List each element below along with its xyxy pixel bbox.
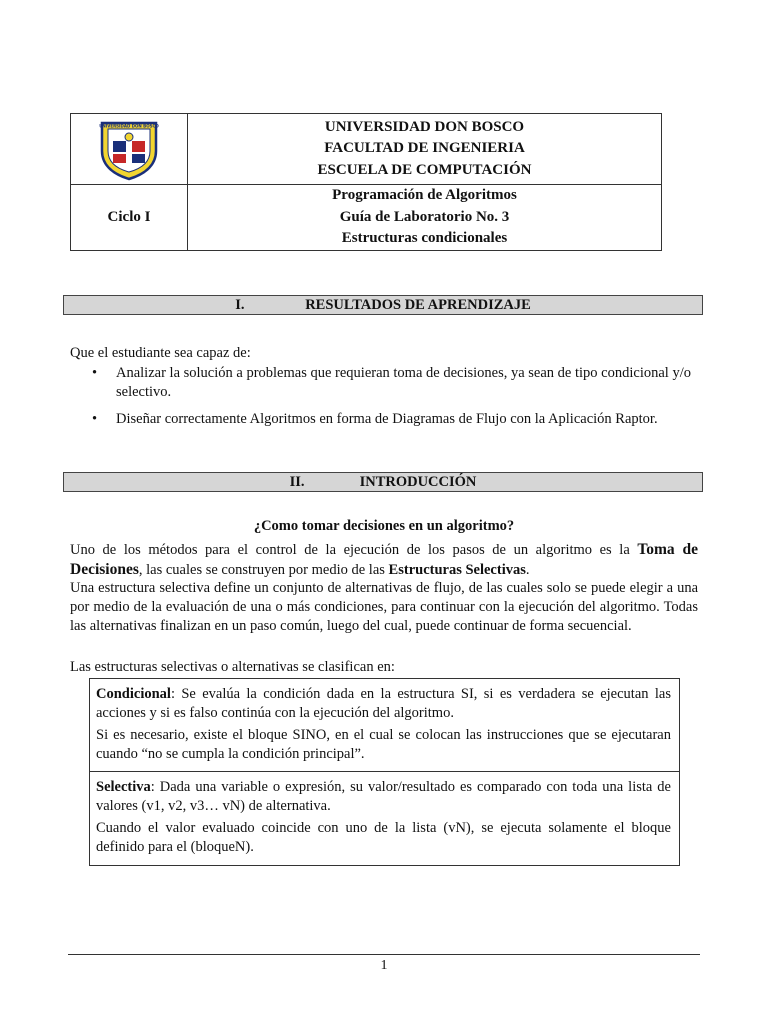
text-run: Uno de los métodos para el control de la ejecución de los pasos de un algoritmo es la (70, 542, 638, 558)
selective-definition (96, 778, 671, 816)
guide-number: Guía de Laboratorio No. 3 (339, 208, 510, 225)
bold-term: Condicional (96, 686, 171, 702)
bold-term: Estructuras Selectivas (388, 562, 526, 578)
intro-paragraph-2: Una estructura selectiva define un conjunto de alternativas de flujo, de las cuales solo se puede elegir a una por medio de la evaluación de una o más condiciones, para continuar con la ejecución del algoritmo. Todas las alternativas finalizan en un paso común, luego del cual, puede continuar de forma secuencial. (70, 580, 698, 634)
university-logo-icon (96, 117, 162, 181)
list-item: • Diseñar correctamente Algoritmos en forma de Diagramas de Flujo con la Aplicación Raptor. (92, 410, 706, 429)
institution-cell (188, 114, 662, 185)
cycle-cell: Ciclo I (71, 185, 188, 251)
faculty-name: FACULTAD DE INGENIERIA (324, 140, 525, 157)
list-item: • Analizar la solución a problemas que requieran toma de decisiones, ya sean de tipo condicional y/o selectivo. (92, 364, 706, 402)
intro-paragraph-1 (70, 540, 698, 580)
section-title: RESULTADOS DE APRENDIZAJE (305, 297, 531, 313)
school-name: ESCUELA DE COMPUTACIÓN (317, 161, 532, 178)
conditional-cell (90, 679, 679, 772)
logo-text: UNIVERSIDAD DON BOSCO (99, 123, 159, 129)
footer-divider (68, 954, 700, 955)
university-name: UNIVERSIDAD DON BOSCO (324, 118, 525, 135)
section-number: II. (289, 474, 305, 490)
text-run: : Dada una variable o expresión, su valor/resultado es comparado con toda una lista de valores (v1, v2, v3… vN) de alternativa. (96, 779, 671, 814)
page-number: 1 (380, 958, 388, 973)
section-header-introduction (63, 472, 703, 492)
course-name: Programación de Algoritmos (332, 187, 517, 204)
text-run: . (525, 562, 530, 578)
guide-topic: Estructuras condicionales (341, 230, 508, 247)
text-run: : Se evalúa la condición dada en la estructura SI, si es verdadera se ejecutan las acciones y si es falso continúa con la ejecución del algoritmo. (96, 686, 671, 721)
intro-paragraph-3: Las estructuras selectivas o alternativas se clasifican en: (70, 659, 395, 675)
conditional-definition (96, 685, 671, 723)
structure-types-box (89, 678, 680, 866)
course-cell (188, 185, 662, 251)
bold-term: Toma de Decisiones (70, 541, 699, 578)
section-number: I. (235, 297, 245, 313)
outcomes-intro: Que el estudiante sea capaz de: (70, 345, 251, 361)
section-title: INTRODUCCIÓN (359, 474, 477, 490)
conditional-else-note: Si es necesario, existe el bloque SINO, en el cual se colocan las instrucciones que se ejecutaran cuando “no se cumpla la condición principal”. (96, 727, 671, 762)
text-run: , las cuales se construyen por medio de las (138, 562, 389, 578)
outcomes-list (92, 364, 706, 437)
selective-match-note: Cuando el valor evaluado coincide con uno de la lista (vN), se ejecuta solamente el bloque definido para el (bloqueN). (96, 820, 671, 855)
bold-term: Selectiva (96, 779, 151, 795)
header-table (70, 113, 662, 251)
section-header-learning-outcomes (63, 295, 703, 315)
intro-question: ¿Como tomar decisiones en un algoritmo? (253, 518, 515, 534)
selective-cell (90, 772, 679, 865)
logo-cell (71, 114, 188, 185)
